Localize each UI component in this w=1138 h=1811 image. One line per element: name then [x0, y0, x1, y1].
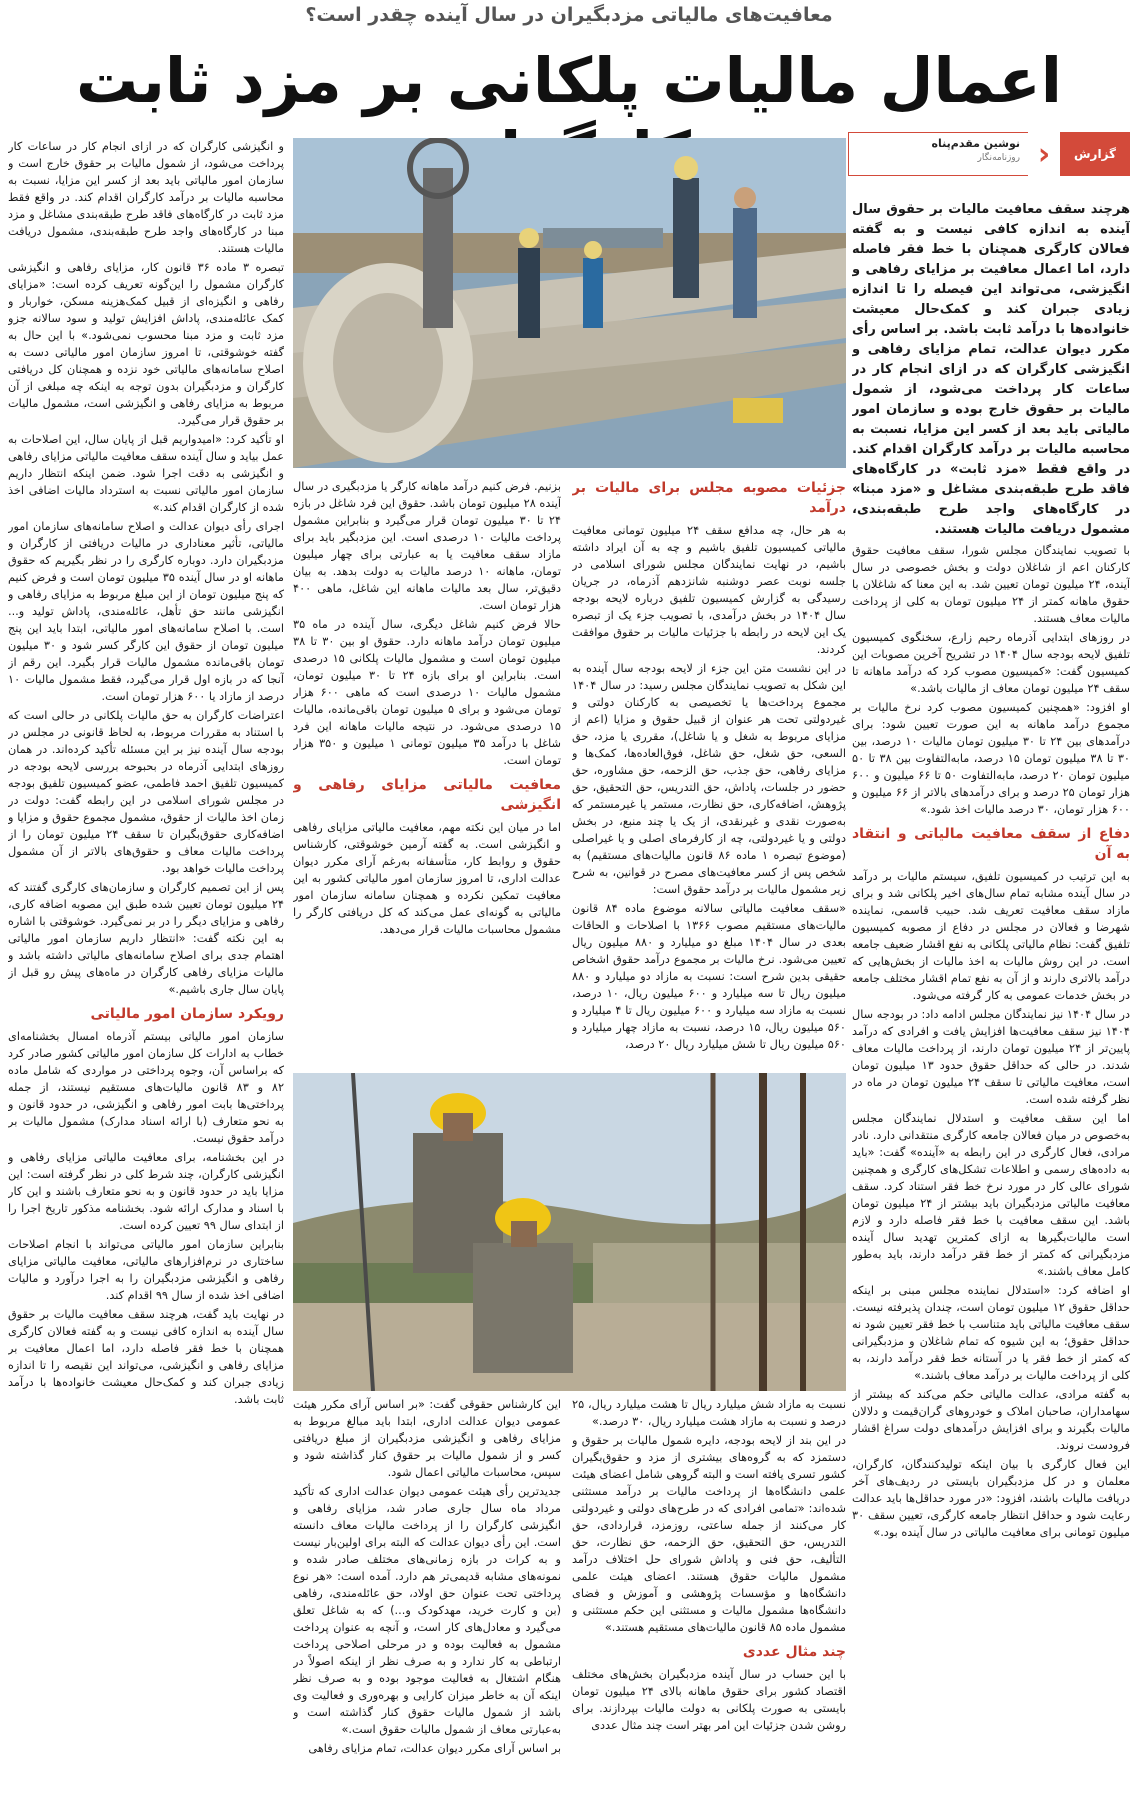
byline	[848, 132, 1130, 176]
paragraph: به هر حال، چه مدافع سقف ۲۴ میلیون تومانی معافیت مالیاتی کمیسیون تلفیق باشیم و چه به آن ایراد داشته باشیم، در نهایت نمایندگان مجلس شورای اسلامی در جلسه نوبت عصر دوشنبه شانزدهم آذرماه، در جریان رسیدگی به گزارش کمیسیون تلفیق درباره لایحه بودجه سال ۱۴۰۴ در بخش درآمدی، با تصویب جزء یک از تبصره یک این لایحه در رابطه با جزئیات مالیات بر حقوق موافقت کردند.	[572, 524, 846, 656]
paragraph: «سقف معافیت مالیاتی سالانه موضوع ماده ۸۴ قانون مالیات‌های مستقیم مصوب ۱۳۶۶ با اصلاحات و الحاقات بعدی در سال ۱۴۰۴ مبلغ دو میلیارد و ۸۸۰ میلیون ریال تعیین می‌شود. نرخ مالیات بر مجموع درآمد حقوق اشخاص حقیقی بدین شرح است: نسبت به مازاد دو میلیارد و ۸۸۰ میلیون ریال تا سه میلیارد و ۶۰۰ میلیون ریال، ۱۰ درصد، نسبت به مازاد سه میلیارد و ۶۰۰ میلیون ریال تا ۴ میلیارد و ۵۶۰ میلیون ریال، ۱۵ درصد، نسبت به مازاد چهار میلیارد و ۵۶۰ میلیون ریال تا شش میلیارد ریال ۲۰ درصد،	[572, 902, 846, 1051]
paragraph: پس از این تصمیم کارگران و سازمان‌های کارگری گفتند که ۲۴ میلیون تومان تعیین شده طبق این مصوبه اضافه کاری، رفاهی و مزایای دیگر را در بر نمی‌گیرد. خوشوقتی با اشاره به این نکته گفت: «انتظار داریم سازمان امور مالیاتی اهتمام جدی برای اصلاح سامانه‌های مالیاتی داشته باشد و مالیات مزایای رفاهی کارگران در ماه‌های پیش رو قبل از پایان سال جاری باشیم.»	[8, 881, 284, 996]
paragraph: اما در میان این نکته مهم، معافیت مالیاتی مزایای رفاهی و انگیزشی است. به گفته آرمین خوشوقتی، کارشناس حقوق و روابط کار، متأسفانه به‌رغم آرای مکرر دیوان عدالت اداری، تا امروز سازمان امور مالیاتی کشور به این معافیت تمکین نکرده و همچنان سامانه سازمان امور مالیاتی به گونه‌ای عمل می‌کند که کل دریافتی کارگر را مشمول محاسبات مالیات قرار می‌دهد.	[293, 821, 561, 936]
paragraph: در نهایت باید گفت، هرچند سقف معافیت مالیات بر حقوق سال آینده به اندازه کافی نیست و به گفته فعالان کارگری همچنان با خط فقر فاصله دارد، اما اعمال معافیت بر مزایای رفاهی و انگیزشی، می‌تواند این نقیصه را تا اندازه زیادی جبران کند و کمک‌حال معیشت خانواده‌ها با درآمد ثابت باشد.	[8, 1308, 284, 1406]
paragraph: حالا فرض کنیم شاغل دیگری، سال آینده در ماه ۳۵ میلیون تومان درآمد ماهانه دارد. حقوق او بین ۳۰ تا ۳۸ میلیون تومان است و مشمول مالیات پلکانی ۱۵ درصدی است. بنابراین او برای بازه ۲۴ تا ۳۰ میلیون تومان، مشمول مالیات ۱۰ درصدی است که ماهی ۶۰۰ هزار تومان می‌شود و برای ۵ میلیون تومان باقی‌مانده، مالیات ۱۵ درصدی می‌شود. در نتیجه مالیات ماهانه این فرد شاغل با درآمد ۳۵ میلیون تومانی ۱ میلیون و ۳۵۰ هزار تومان است.	[293, 618, 561, 767]
pipeline-photo	[293, 138, 846, 468]
paragraph: جدیدترین رأی هیئت عمومی دیوان عدالت اداری که تأکید مرداد ماه سال جاری صادر شد، مزایای رفاهی و انگیزشی کارگران را از پرداخت مالیات معاف دانسته است. این رأی دیوان عدالت که البته برای اولین‌بار نیست و به کرات در بازه زمانی‌های مختلف صادر شده و نمونه‌های مشابه قدیمی‌تر هم دارد. آمده است: «هر نوع پرداختی تحت عنوان حق اولاد، حق عائله‌مندی، رفاهی (بن و کارت خرید، مهدکودک و...) که به شاغل تعلق می‌گیرد و معادل‌های کار است، و آنچه به عنوان پرداخت مشمول به فعالیت بوده و در مرحلی اصلاحی پرداخت ارتباطی به کار ندارد و به صرف نظر از اینکه اصولاً در هنگام اشتغال به فعالیت موجود بوده و به صرف نظر اینکه آن به خاطر میزان کارایی و بهره‌وری و فعالیت وی باشد از شمول مالیات حقوق کنار گذاشته است و به‌عبارتی معاف از شمول مالیات حقوق است.»	[293, 1485, 561, 1736]
column-3	[293, 478, 561, 1068]
chevron-icon: ‹	[1037, 136, 1051, 172]
author-role: روزنامه‌نگار	[977, 153, 1020, 163]
paragraph: با تصویب نمایندگان مجلس شورا، سقف معافیت حقوق کارکنان اعم از شاغلان دولت و بخش خصوصی در سال آینده، ۲۴ میلیون تومان تعیین شد. به این معنا که شاغلان با حقوق ماهانه کمتر از ۲۴ میلیون تومان به کلی از پرداخت مالیات معاف هستند.	[852, 544, 1130, 625]
author-box	[848, 132, 1028, 176]
column-4	[8, 138, 284, 1800]
section-tag: گزارش	[1060, 132, 1130, 176]
subheading: رویکرد سازمان امور مالیاتی	[90, 1006, 284, 1022]
column-3b	[293, 1396, 561, 1800]
paragraph: او اضافه کرد: «استدلال نماینده مجلس مبنی بر اینکه حداقل حقوق ۱۲ میلیون تومان است، چندان پذیرفته نیست. سقف معافیت مالیاتی باید متناسب با خط فقر تعیین شود نه حداقل حقوق؛ به این شیوه که تمام شاغلان و مزدبگیرانی که کمتر از خط فقر یا در آستانه خط فقر درآمد دارند، به کلی از پرداخت مالیات بر درآمد معاف باشند.»	[852, 1284, 1130, 1382]
paragraph: او تأکید کرد: «امیدواریم قبل از پایان سال، این اصلاحات به عمل بیاید و سال آینده سقف معافیت مالیاتی مزایای رفاهی و انگیزشی به دقت اجرا شود. ضمن اینکه انتظار داریم سازمان امور مالیاتی نسبت به استرداد مالیات اضافی اخذ شده از کارگران اقدام کند.»	[8, 433, 284, 514]
subheading: جزئیات مصوبه مجلس برای مالیات بر درآمد	[572, 480, 846, 516]
paragraph: نسبت به مازاد شش میلیارد ریال تا هشت میلیارد ریال، ۲۵ درصد و نسبت به مازاد هشت میلیارد ریال، ۳۰ درصد.»	[572, 1398, 846, 1428]
paragraph: سازمان امور مالیاتی بیستم آذرماه امسال بخشنامه‌ای خطاب به ادارات کل سازمان امور مالیاتی کشور صادر کرد که براساس آن، وجوه پرداختی در مواردی که شامل ماده ۸۲ و ۸۳ قانون مالیات‌های مستقیم نیستند، از جمله پرداختی‌ها بابت امور رفاهی و انگیزشی، در حدود قانون و به نحو متعارف (با ارائه اسناد مدارک) مشمول مالیات بر درآمد حقوق نیست.	[8, 1030, 284, 1145]
workers-photo	[293, 1073, 846, 1391]
paragraph: بزنیم. فرض کنیم درآمد ماهانه کارگر یا مزدبگیری در سال آینده ۲۸ میلیون تومان باشد. حقوق این فرد شاغل در بازه ۲۴ تا ۳۰ میلیون تومان قرار می‌گیرد و بنابراین مشمول پرداخت مالیات ۱۰ درصدی است. این مزدبگیر باید برای مازاد سقف معافیت یا به عبارتی برای چهار میلیون تومان، ماهانه ۱۰ درصد مالیات به دولت بدهد. به بیان دقیق‌تر، سال بعد مالیات ماهانه این شاغل، ماهی ۴۰۰ هزار تومان است.	[293, 480, 561, 612]
paragraph: در این بند از لایحه بودجه، دایره شمول مالیات بر حقوق و دستمزد که به گروه‌های بیشتری از مزد و حقوق‌بگیران کشور تسری یافته است و البته گروهی شامل اعضای هیئت علمی دانشگاه‌ها از پرداخت مالیات بر درآمد مستثنی شده‌اند: «تمامی افرادی که در طرح‌های دولتی و غیردولتی کار می‌کنند از جمله ساعتی، روزمزد، قراردادی، حق التدریس، حق التحقیق، حق الزحمه، حق نظارت، حق التألیف، حق فنی و پاداش شورای حل اختلاف درآمد مشمول مالیات حقوق هستند. اعضای هیئت علمی دانشگاه‌ها و مؤسسات پژوهشی و آموزش و فضای دانشگاه‌ها مشمول مالیات و مستثنی این حکم مستثنی و مشمول ماده ۸۵ قانون مالیات‌های مستقیم هستند.»	[572, 1434, 846, 1634]
paragraph: او افزود: «همچنین کمیسیون مصوب کرد نرخ مالیات بر مجموع درآمد ماهانه به این صورت تعیین شود: برای درآمدهای بین ۲۴ تا ۳۰ میلیون تومان مالیات ۱۰ درصد، بین ۳۰ تا ۳۸ میلیون تومان ۱۵ درصد، مابه‌التفاوت بین ۳۸ تا ۵۰ میلیون تومان ۲۰ درصد، مابه‌التفاوت ۵۰ تا ۶۶ میلیون و ۶۰۰ هزار تومان ۲۵ درصد و برای درآمدهای بالاتر از ۶۶ میلیون و ۶۰۰ هزار تومان، ۳۰ درصد مالیات اخذ شود.»	[852, 701, 1130, 816]
paragraph: در سال ۱۴۰۴ نیز نمایندگان مجلس ادامه داد: در بودجه سال ۱۴۰۴ نیز سقف معافیت‌ها افزایش یافت و افرادی که درآمد پایین‌تر از ۲۴ میلیون تومان دارند، از پرداخت مالیات معاف شدند. در حالی که حداقل حقوق حدود ۱۳ میلیون تومان است، معافیت مالیاتی تا سقف ۲۴ میلیون تومان در ماه در نظر گرفته شده است.	[852, 1008, 1130, 1106]
paragraph: بنابراین سازمان امور مالیاتی می‌تواند با انجام اصلاحات ساختاری در نرم‌افزارهای مالیاتی، معافیت مالیاتی مزایای رفاهی و انگیزشی مزدبگیران را به اجرا درآورد و مالیات اضافی اخذ شده از سال ۹۹ اقدام کند.	[8, 1238, 284, 1302]
paragraph: اجرای رأی دیوان عدالت و اصلاح سامانه‌های سازمان امور مالیاتی، تأثیر معناداری در مالیات دریافتی از کارگران و مزدبگیران دارد. دوباره کارگری را در نظر بگیریم که حقوق ماهانه او در سال آینده ۳۵ میلیون تومان است و فرض کنیم که پنج میلیون تومان از این مبلغ مربوط به مزایای رفاهی و انگیزشی مانند حق تأهل، عائله‌مندی، پاداش تولید و... است. با اصلاح سامانه‌های امور مالیاتی، ابتدا باید این پنج میلیون تومان از حقوق این کارگر کسر شود و ۳۰ میلیون تومان باقی‌مانده مشمول مالیات قرار بگیرد. این رقم از آنجا که در بازه اول قرار می‌گیرد، فقط مشمول مالیات ۱۰ درصد از مازاد یا ۶۰۰ هزار تومان است.	[8, 520, 284, 703]
subheading: چند مثال عددی	[742, 1644, 846, 1660]
paragraph: و انگیزشی کارگران که در ازای انجام کار در ساعات کار پرداخت می‌شود، از شمول مالیات بر حقوق خارج است و سازمان امور مالیاتی باید بعد از کسر این مزایا، نسبت به محاسبه مالیات بر درآمد کارگران اقدام کند. در واقع فقط مزد ثابت در کارگاه‌های فاقد طرح طبقه‌بندی مشاغل و مزد مبنا در کارگاه‌های واجد طرح طبقه‌بندی، مشمول دریافت مالیات هستند.	[8, 140, 284, 255]
paragraph: این کارشناس حقوقی گفت: «بر اساس آرای مکرر هیئت عمومی دیوان عدالت اداری، ابتدا باید مبالغ مربوط به مزایای رفاهی و انگیزشی مزدبگیران از مبلغ دریافتی کسر و از شمول مالیات بر حقوق کنار گذاشته شود و سپس، محاسبات مالیاتی اعمال شود.	[293, 1398, 561, 1479]
paragraph: با این حساب در سال آینده مزدبگیران بخش‌های مختلف اقتصاد کشور برای حقوق ماهانه بالای ۲۴ میلیون تومان بایستی به صورت پلکانی به دولت مالیات بپردازند. برای روشن شدن جزئیات این امر بهتر است چند مثال عددی	[572, 1668, 846, 1732]
column-2b	[572, 1396, 846, 1800]
paragraph: بر اساس آرای مکرر دیوان عدالت، تمام مزایای رفاهی	[308, 1742, 561, 1755]
paragraph: در این نشست متن این جزء از لایحه بودجه سال آینده به این شکل به تصویب نمایندگان مجلس رسید: در سال ۱۴۰۴ مجموع پرداخت‌ها یا تخصیصی به کارکنان دولتی و غیردولتی تحت هر عنوان از قبیل حقوق و مزایا (اعم از مزایای مربوط به شغل و یا شاغل)، مقرری یا مزد، حق السعی، حق شغل، حق شاغل، فوق‌العاده‌ها، کمک‌ها و مزایای رفاهی، حق جذب، حق الزحمه، حق مشاوره، حق حضور در جلسات، پاداش، حق التدریس، حق التحقیق، حق پژوهش، اضافه‌کاری، حق نظارت، مستمر یا غیرمستمر که به‌صورت نقدی و غیرنقدی، از یک یا چند منبع، در بخش دولتی و یا غیردولتی، چه از کارفرمای اصلی و یا غیراصلی (موضوع تبصره ۱ ماده ۸۶ قانون مالیات‌های مستقیم) به شخص پس از کسر معافیت‌های مصرح در قوانین، به شرح زیر مشمول مالیات بر درآمد حقوق است:	[572, 662, 846, 896]
paragraph: اما این سقف معافیت و استدلال نمایندگان مجلس به‌خصوص در میان فعالان جامعه کارگری منتقدانی دارد. نادر مرادی، فعال کارگری در این رابطه به «آینده» گفت: «باید به داده‌های رسمی و اطلاعات تشکل‌های کارگری و همچنین شورای عالی کار در مورد نرخ خط فقر استناد کرد. سقف معافیت مالیاتی مزدبگیران باید بیشتر از ۲۴ میلیون تومان باشد. این سقف معافیت با خط فقر فاصله دارد و لازم است مالیات‌بگیرها به ازای کمترین تهدید سال آینده مزدبگیرانی که کمتر از خط فقر درآمد دارند، باید به‌طور کامل معاف باشند.»	[852, 1112, 1130, 1278]
paragraph: به گفته مرادی، عدالت مالیاتی حکم می‌کند که بیشتر از سهامداران، صاحبان املاک و خودروهای گران‌قیمت و دلالان مالیات بگیرند و برای افزایش درآمدهای دولت سراغ اقشار فرودست نروند.	[852, 1388, 1130, 1452]
paragraph: این فعال کارگری با بیان اینکه تولیدکنندگان، کارگران، معلمان و در کل مزدبگیران بایستی در ردیف‌های آخر دریافت مالیات باشند، افزود: «در مورد حداقل‌ها باید عدالت رعایت شود و حداقل انتظار جامعه کارگری، تعیین سقف ۳۰ میلیون تومانی برای معافیت مالیاتی در سال آینده بود.»	[852, 1458, 1130, 1539]
column-2	[572, 472, 846, 1067]
headline: اعمال مالیات پلکانی بر مزد ثابت	[75, 44, 1063, 117]
paragraph: تبصره ۳ ماده ۳۶ قانون کار، مزایای رفاهی و انگیزشی کارگران مشمول را این‌گونه تعریف کرده است: «مزایای رفاهی و انگیزه‌ای از قبیل کمک‌هزینه مسکن، خواربار و کمک عائله‌مندی، پاداش افزایش تولید و سود سالانه جزو مزد ثابت و مزد مبنا محسوب نمی‌شود.» با این حال به گفته خوشوقتی، تا امروز سازمان امور مالیاتی دست به اصلاح سامانه‌های مالیاتی خود نزده و همچنان کل دریافتی کارگران و مزدبگیران بدون توجه به اینکه چه مبلغی از آن مربوط به مزایای رفاهی و انگیزشی است، مشمول مالیات بر حقوق قرار می‌گیرد.	[8, 261, 284, 427]
paragraph: به این ترتیب در کمیسیون تلفیق، سیستم مالیات بر درآمد در سال آینده مشابه تمام سال‌های اخیر پلکانی شد و برای مازاد سقف معافیت تعریف شد. حبیب قاسمی، نماینده شهرضا و فعالان در مجلس در دفاع از مصوبه کمیسیون تلفیق گفت: نظام مالیاتی پلکانی به نفع اقشار ضعیف جامعه است. در این روش مالیات به اخذ مالیات از بخش‌هایی که درآمد بالاتری دارند و از آن به نفع تمام اقشار مختلف جامعه در بخش خدمات عمومی به کار گرفته می‌شود.	[852, 870, 1130, 1002]
paragraph: در این بخشنامه، برای معافیت مالیاتی مزایای رفاهی و انگیزشی کارگران، چند شرط کلی در نظر گرفته است: این مزایا باید در حدود قانون و به نحو متعارف باشند و این کار با اسناد و مدارک ارائه شود. بخشنامه مذکور تاریخ اجرا را از ابتدای سال ۹۹ تعیین کرده است.	[8, 1151, 284, 1232]
paragraph: اعتراضات کارگران به حق مالیات پلکانی در حالی است که با استناد به مقررات مربوط، به لحاظ قانونی در مجلس در بودجه سال آینده نیز بر این مسئله تأکید کرده‌اند. در همان روزهای ابتدایی آذرماه در بحبوحه بررسی لایحه بودجه در کمیسیون تلفیق احمد فاطمی، عضو کمیسیون تلفیق بودجه در مجلس شورای اسلامی در این رابطه گفت: دولت در زمان اخذ مالیات از حقوق، مشمول مجموع حقوق و مزایا و اضافه‌کاری حقوق‌بگیران تا سقف ۲۴ میلیون تومان را از پرداخت مالیات معاف و حقوق‌های بالاتر از آن مشمول پرداخت مالیات خواهد بود.	[8, 709, 284, 875]
kicker: معافیت‌های مالیاتی مزدبگیران در سال آینده چقدر است؟	[305, 4, 833, 26]
author-name: نوشین مقدم‌پناه	[931, 137, 1020, 150]
subheading: معافیت مالیاتی مزایای رفاهی و انگیزشی	[293, 777, 561, 813]
subheading: دفاع از سقف معافیت مالیاتی و انتقاد به آن	[852, 826, 1130, 862]
column-1	[852, 200, 1130, 1800]
lead-paragraph: هرچند سقف معافیت مالیات بر حقوق سال آینده به اندازه کافی نیست و به گفته فعالان کارگری همچنان با خط فقر فاصله دارد، اما اعمال معافیت بر مزایای رفاهی و انگیزشی، می‌تواند این فیصله را تا اندازه زیادی جبران کند و کمک‌حال معیشت خانواده‌ها با درآمد ثابت باشد. بر اساس رأی مکرر دیوان عدالت، تمام مزایای رفاهی و انگیزشی کارگران که در ازای انجام کار در ساعات کار پرداخت می‌شود، از شمول مالیات بر حقوق خارج بوده و سازمان امور مالیاتی باید بعد از کسر این مزایا، نسبت به محاسبه مالیات بر درآمد کارگران اقدام کند. در واقع فقط «مزد ثابت» در کارگاه‌های فاقد طرح طبقه‌بندی مشاغل و «مزد مبنا» در کارگاه‌های واجد طرح طبقه‌بندی، مشمول دریافت مالیات هستند.	[852, 202, 1130, 537]
paragraph: در روزهای ابتدایی آذرماه رحیم زارع، سخنگوی کمیسیون تلفیق لایحه بودجه سال ۱۴۰۴ در تشریح آخرین مصوبات این کمیسیون گفت: «کمیسیون مصوب کرد که درآمد ماهانه تا سقف ۲۴ میلیون تومان معاف از مالیات باشد.»	[852, 631, 1130, 695]
